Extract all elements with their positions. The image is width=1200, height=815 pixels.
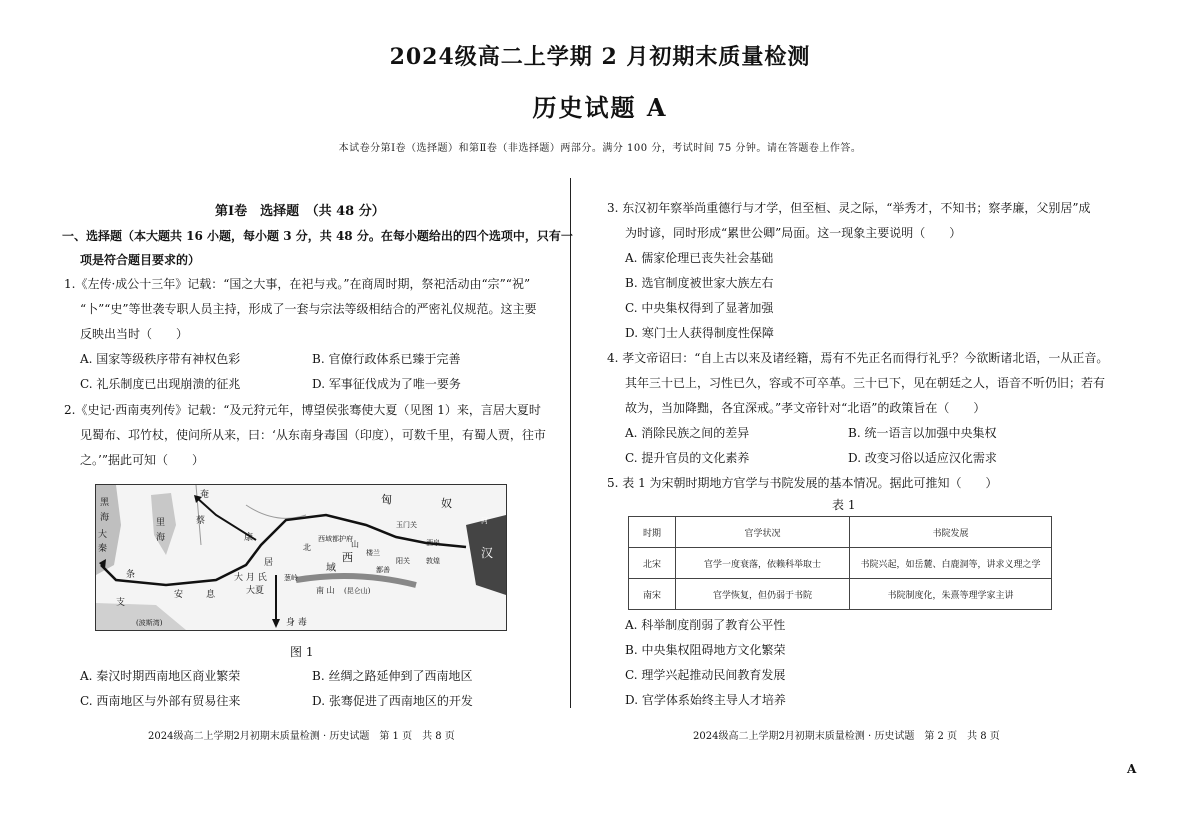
- map-label: 鄯善: [376, 566, 390, 574]
- exam-title: 2024级高二上学期 2 月初期末质量检测: [389, 44, 811, 70]
- map-label: 身 毒: [286, 618, 307, 628]
- table-cell: 书院兴起，如岳麓、白鹿洞等，讲求义理之学: [850, 548, 1052, 579]
- map-label: 北: [303, 543, 311, 552]
- q2-option-c[interactable]: C. 西南地区与外部有贸易往来: [80, 694, 241, 708]
- q3-option-b[interactable]: B. 选官制度被世家大族左右: [625, 276, 774, 290]
- map-label: 匈: [381, 493, 392, 506]
- map-label: 海: [100, 513, 110, 523]
- instruction-line-1: 一、选择题（本大题共 16 小题，每小题 3 分，共 48 分。在每小题给出的四个选项中，只有一: [62, 229, 573, 243]
- route-map: [95, 484, 507, 631]
- map-label: 海: [156, 533, 166, 543]
- q1-option-b[interactable]: B. 官僚行政体系已臻于完善: [312, 352, 461, 366]
- table-cell: 南宋: [629, 579, 676, 610]
- q1-option-c[interactable]: C. 礼乐制度已出现崩溃的征兆: [80, 377, 241, 391]
- map-label: 楼兰: [366, 549, 380, 557]
- map-label: 里: [156, 518, 166, 528]
- q5-line-1: 5. 表 1 为宋朝时期地方官学与书院发展的基本情况。据此可推知（ ）: [607, 476, 998, 490]
- q3-line-1: 3. 东汉初年察举尚重德行与才学，但至桓、灵之际，“举秀才，不知书；察孝廉，父别居”成: [607, 201, 1091, 215]
- table-title: 表 1: [832, 498, 856, 512]
- page-footer-left: 2024级高二上学期2月初期末质量检测 · 历史试题 第 1 页 共 8 页: [148, 731, 455, 742]
- map-label: 居: [264, 558, 274, 568]
- q2-option-b[interactable]: B. 丝绸之路延伸到了西南地区: [312, 669, 473, 683]
- map-label: 汉: [481, 546, 494, 560]
- map-drawing: [96, 485, 506, 630]
- q4-option-a[interactable]: A. 消除民族之间的差异: [625, 426, 750, 440]
- map-label: 大: [98, 530, 108, 540]
- q1-option-a[interactable]: A. 国家等级秩序带有神权色彩: [80, 352, 241, 366]
- instruction-line-2: 项是符合题目要求的）: [80, 253, 201, 267]
- map-label: 康: [244, 533, 254, 543]
- q4-option-c[interactable]: C. 提升官员的文化素养: [625, 451, 750, 465]
- map-label: 蔡: [196, 516, 206, 526]
- q4-option-b[interactable]: B. 统一语言以加强中央集权: [848, 426, 997, 440]
- table-cell: 官学一度衰落，依赖科举取士: [676, 548, 850, 579]
- q4-line-3: 故为，当加降黜，各宜深戒。”孝文帝针对“北语”的政策旨在（ ）: [625, 401, 986, 415]
- q2-line-3: 之。’”据此可知（ ）: [80, 453, 204, 467]
- table-header-row: [629, 517, 1052, 548]
- map-label: 大 月 氏: [234, 573, 267, 583]
- map-label: 山: [351, 540, 359, 549]
- page-footer-right: 2024级高二上学期2月初期末质量检测 · 历史试题 第 2 页 共 8 页: [693, 731, 1000, 742]
- map-label: 秦: [98, 544, 108, 554]
- map-label: 条: [126, 570, 136, 580]
- map-label: 阳关: [396, 557, 410, 565]
- map-label: 奴: [441, 497, 452, 510]
- exam-subtitle: 历史试题 A: [532, 93, 668, 122]
- map-label: 葱岭: [284, 574, 298, 582]
- table-header-cell: 书院发展: [850, 517, 1052, 548]
- map-label: 域: [326, 563, 336, 574]
- table-cell: 北宋: [629, 548, 676, 579]
- mountain-range: [296, 576, 416, 585]
- q2-line-1: 2.《史记·西南夷列传》记载：“及元狩元年，博望侯张骞使大夏（见图 1）来，言居大夏时: [64, 403, 541, 417]
- q5-option-b[interactable]: B. 中央集权阻碍地方文化繁荣: [625, 643, 786, 657]
- map-label: (昆仑山): [344, 587, 371, 595]
- page-mark: A: [1127, 762, 1137, 776]
- q1-line-3: 反映出当时（ ）: [80, 327, 189, 341]
- q2-line-2: 见蜀布、邛竹杖，使问所从来，曰：‘从东南身毒国（印度），可数千里，有蜀人贾，往市: [80, 428, 546, 442]
- table-row: [629, 579, 1052, 610]
- q3-option-c[interactable]: C. 中央集权得到了显著加强: [625, 301, 774, 315]
- map-label: 奄: [200, 490, 210, 500]
- map-label: 河: [481, 517, 488, 525]
- map-label: 西域都护府: [318, 535, 353, 543]
- q4-option-d[interactable]: D. 改变习俗以适应汉化需求: [848, 451, 997, 465]
- map-label: 支: [116, 598, 126, 608]
- table-header-cell: 官学状况: [676, 517, 850, 548]
- map-label: 南 山: [316, 586, 335, 595]
- q5-option-d[interactable]: D. 官学体系始终主导人才培养: [625, 693, 786, 707]
- map-label: 敦煌: [426, 557, 440, 565]
- table-cell: 书院制度化，朱熹等理学家主讲: [850, 579, 1052, 610]
- exam-note: 本试卷分第Ⅰ卷（选择题）和第Ⅱ卷（非选择题）两部分。满分 100 分，考试时间 75 分钟。请在答题卷上作答。: [338, 143, 862, 154]
- map-label: (波斯湾): [136, 619, 163, 627]
- map-label: 安: [174, 590, 184, 600]
- table-header-cell: 时期: [629, 517, 676, 548]
- map-label: 黑: [100, 498, 110, 508]
- map-label: 玉门关: [396, 521, 417, 529]
- q2-option-d[interactable]: D. 张骞促进了西南地区的开发: [312, 694, 473, 708]
- table-cell: 官学恢复，但仍弱于书院: [676, 579, 850, 610]
- q5-option-a[interactable]: A. 科举制度削弱了教育公平性: [625, 618, 786, 632]
- q5-option-c[interactable]: C. 理学兴起推动民间教育发展: [625, 668, 786, 682]
- section-title: 第Ⅰ卷 选择题 （共 48 分）: [215, 204, 385, 219]
- q1-line-2: “卜”“史”等世袭专职人员主持，形成了一套与宗法等级相结合的严密礼仪规范。这主要: [80, 302, 537, 316]
- q3-option-a[interactable]: A. 儒家伦理已丧失社会基础: [625, 251, 774, 265]
- arrow-south: [272, 619, 280, 628]
- table-row: [629, 548, 1052, 579]
- q4-line-2: 其年三十已上，习性已久，容或不可卒革。三十已下，见在朝廷之人，语音不听仍旧；若有: [625, 376, 1106, 390]
- figure-caption: 图 1: [290, 645, 314, 659]
- map-label: 酒泉: [426, 539, 440, 547]
- q1-line-1: 1.《左传·成公十三年》记载：“国之大事，在祀与戎。”在商周时期，祭祀活动由“宗”“祝”: [64, 277, 531, 291]
- data-table: [628, 516, 1052, 610]
- q3-line-2: 为时谚，同时形成“累世公卿”局面。这一现象主要说明（ ）: [625, 226, 962, 240]
- map-label: 息: [206, 590, 216, 600]
- q3-option-d[interactable]: D. 寒门士人获得制度性保障: [625, 326, 774, 340]
- map-label: 大夏: [246, 586, 265, 596]
- column-divider: [570, 178, 571, 708]
- q2-option-a[interactable]: A. 秦汉时期西南地区商业繁荣: [80, 669, 241, 683]
- map-label: 西: [342, 551, 353, 564]
- q4-line-1: 4. 孝文帝诏曰：“自上古以来及诸经籍，焉有不先正名而得行礼乎？今欲断诸北语，一从正音。: [607, 351, 1109, 365]
- river-1: [246, 505, 306, 518]
- q1-option-d[interactable]: D. 军事征伐成为了唯一要务: [312, 377, 461, 391]
